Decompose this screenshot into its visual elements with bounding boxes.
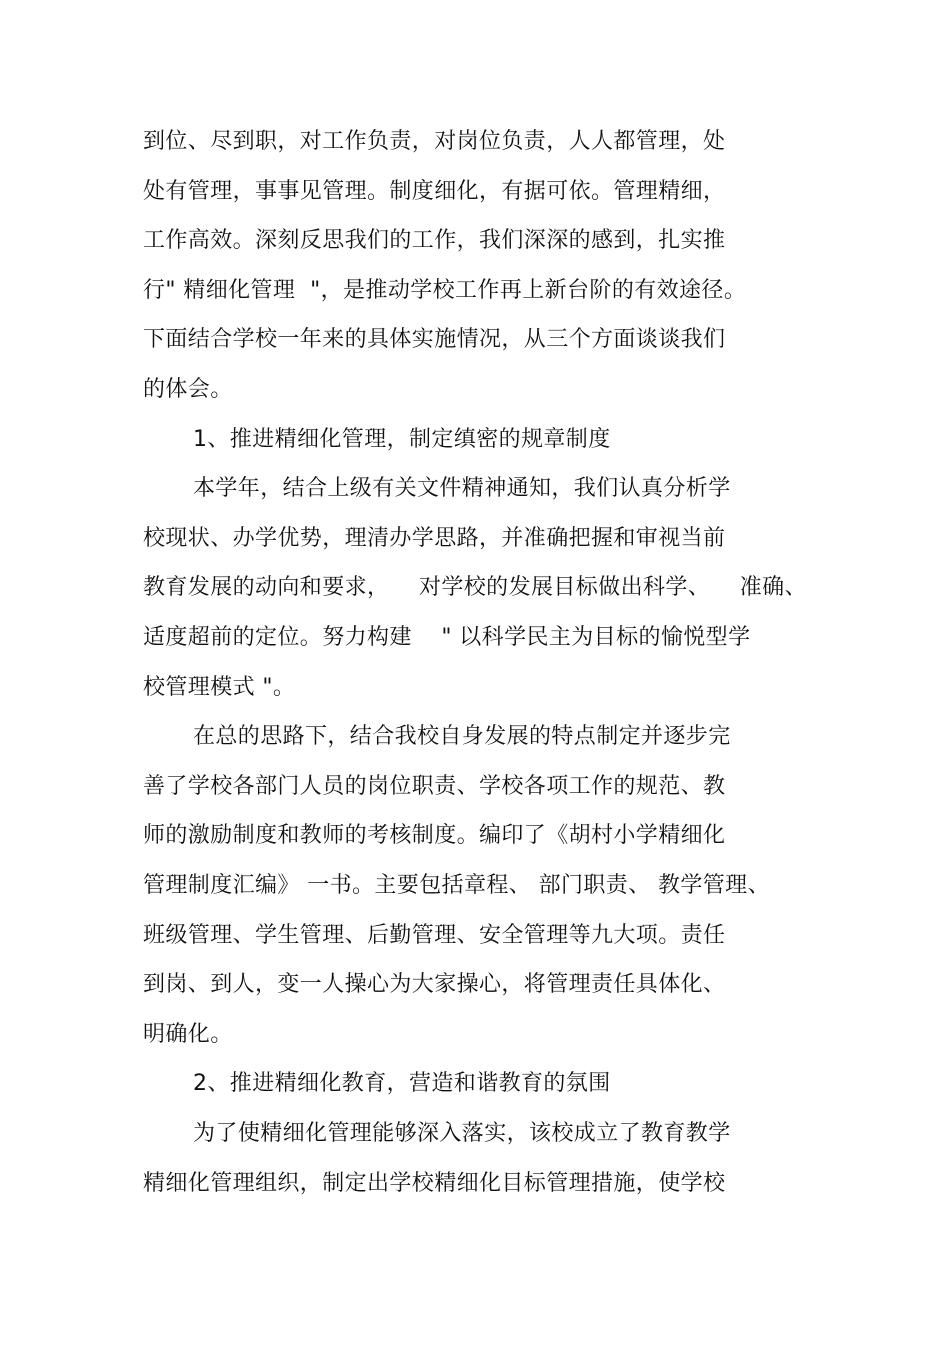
text-line: 校现状、办学优势，理清办学思路，并准确把握和审视当前 (143, 526, 726, 551)
text-line: 到位、尽到职，对工作负责，对岗位负责，人人都管理，处 (143, 129, 726, 154)
text-line: 适度超前的定位。努力构建 " 以科学民主为目标的愉悦型学 (143, 625, 751, 650)
text-line: 明确化。 (143, 1022, 233, 1047)
text-line: 下面结合学校一年来的具体实施情况，从三个方面谈谈我们 (143, 327, 726, 352)
text-line: 校管理模式 "。 (143, 675, 296, 700)
text-line: 师的激励制度和教师的考核制度。编印了《胡村小学精细化 (143, 823, 726, 848)
text-line: 为了使精细化管理能够深入落实，该校成立了教育教学 (193, 1121, 731, 1146)
text-line: 工作高效。深刻反思我们的工作，我们深深的感到，扎实推 (143, 228, 726, 253)
text-line: 本学年，结合上级有关文件精神通知，我们认真分析学 (193, 476, 731, 501)
text-line: 处有管理，事事见管理。制度细化，有据可依。管理精细， (143, 179, 726, 204)
text-line: 精细化管理组织，制定出学校精细化目标管理措施，使学校 (143, 1171, 726, 1196)
section-heading: 2、推进精细化教育，营造和谐教育的氛围 (193, 1071, 611, 1096)
text-line: 善了学校各部门人员的岗位职责、学校各项工作的规范、教 (143, 774, 726, 799)
section-heading: 1、推进精细化管理，制定缜密的规章制度 (193, 427, 611, 452)
text-line: 的体会。 (143, 377, 233, 402)
text-line: 在总的思路下，结合我校自身发展的特点制定并逐步完 (193, 724, 731, 749)
text-line: 管理制度汇编》 一书。主要包括章程、 部门职责、 教学管理、 (143, 873, 770, 898)
text-line: 行" 精细化管理 "，是推动学校工作再上新台阶的有效途径。 (143, 278, 747, 303)
text-line: 班级管理、学生管理、后勤管理、安全管理等九大项。责任 (143, 923, 726, 948)
text-line: 到岗、到人，变一人操心为大家操心，将管理责任具体化、 (143, 972, 726, 997)
text-line: 教育发展的动向和要求， 对学校的发展目标做出科学、 准确、 (143, 575, 807, 600)
